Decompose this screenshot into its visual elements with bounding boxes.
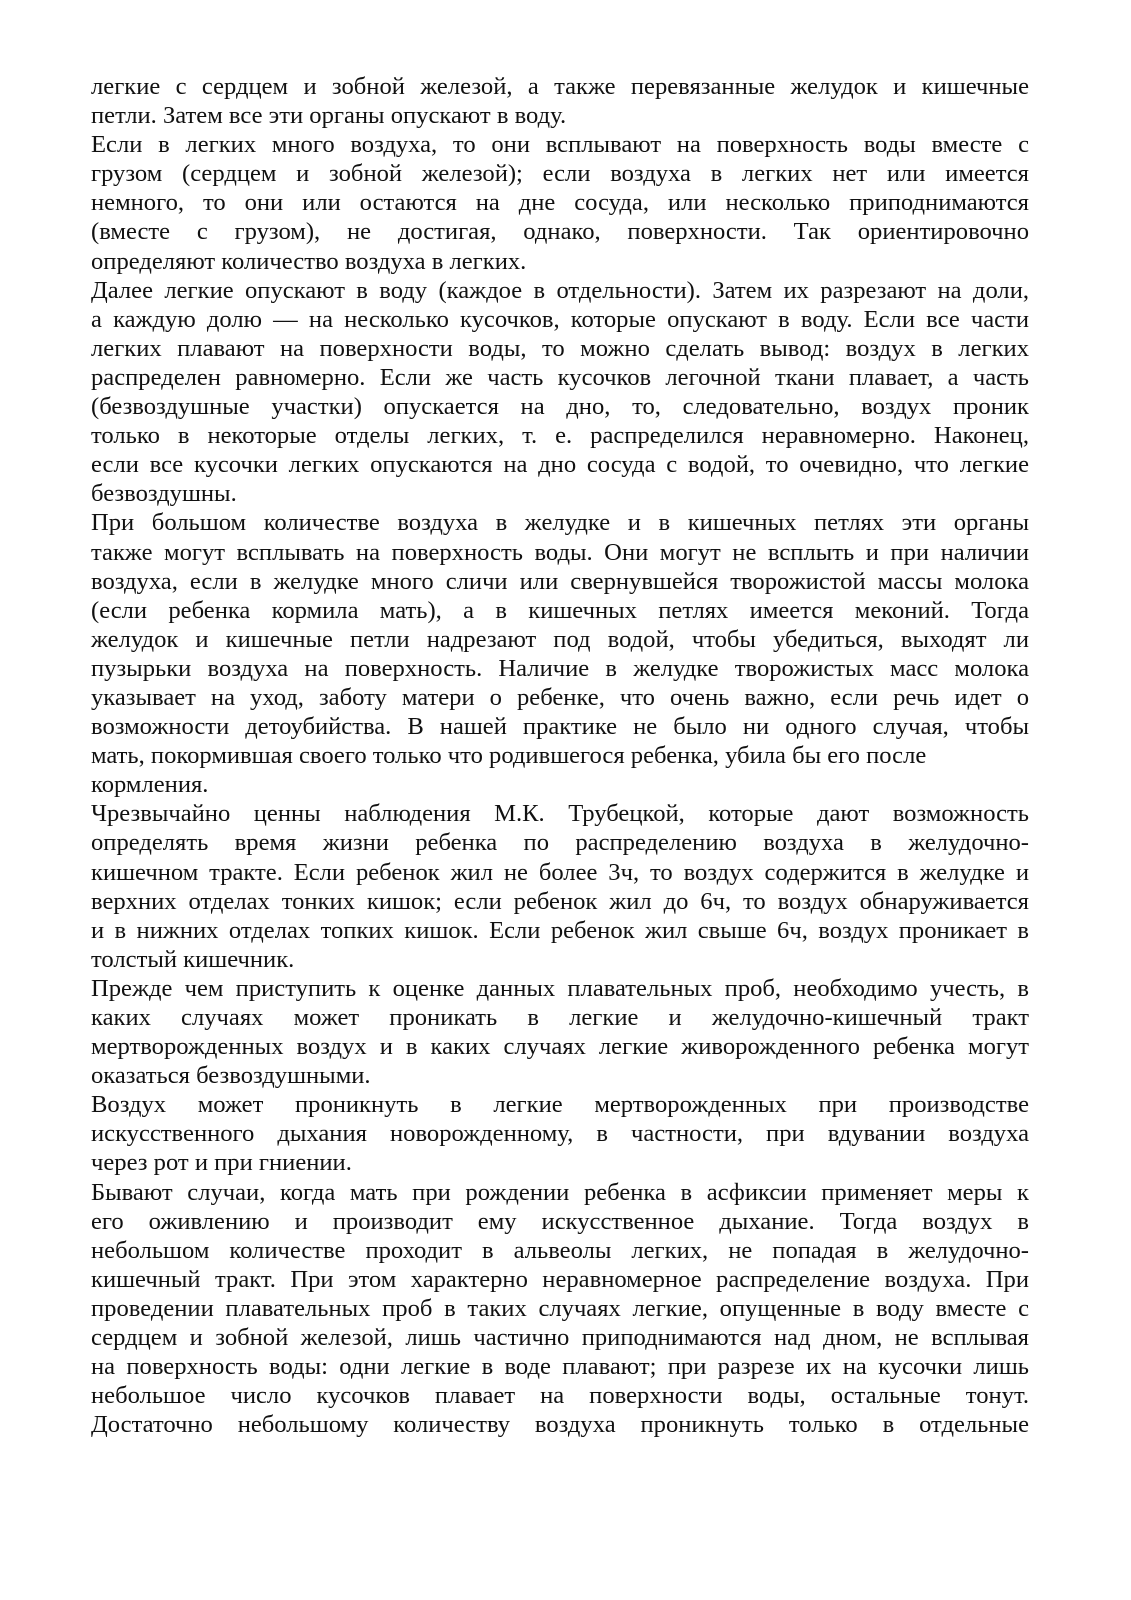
text-line: сердцем и зобной железой, лишь частично приподнимаются над дном, не всплывая <box>91 1324 1029 1352</box>
text-line: каких случаях может проникать в легкие и желудочно-кишечный тракт <box>91 1004 1029 1031</box>
text-line: если все кусочки легких опускаются на дно сосуда с водой, то очевидно, что легкие <box>91 451 1029 479</box>
text-line: а каждую долю — на несколько кусочков, которые опускают в воду. Если все части <box>91 305 1029 333</box>
text-line: толстый кишечник. <box>91 945 295 973</box>
text-line: кормления. <box>91 771 209 799</box>
paragraph-2 <box>91 130 1029 275</box>
text-line: небольшое число кусочков плавает на поверхности воды, остальные тонут. <box>91 1382 1029 1410</box>
text-line: петли. Затем все эти органы опускают в воду. <box>91 102 567 130</box>
text-line: (вместе с грузом), не достигая, однако, поверхности. Так ориентировочно <box>91 218 1029 246</box>
text-line: При большом количестве воздуха в желудке и в кишечных петлях эти органы <box>91 509 1029 537</box>
paragraph-5 <box>91 799 1029 974</box>
text-line: определяют количество воздуха в легких. <box>91 247 527 275</box>
text-line: легкие с сердцем и зобной железой, а также перевязанные желудок и кишечные <box>91 73 1029 100</box>
text-line: Далее легкие опускают в воду (каждое в отдельности). Затем их разрезают на доли, <box>91 276 1029 304</box>
text-line: указывает на уход, заботу матери о ребенке, что очень важно, если речь идет о <box>91 683 1029 711</box>
text-line: искусственного дыхания новорожденному, в частности, при вдувании воздуха <box>91 1120 1029 1148</box>
paragraph-7 <box>91 1090 1029 1177</box>
text-line: через рот и при гниении. <box>91 1149 352 1177</box>
text-line: Воздух может проникнуть в легкие мертворожденных при производстве <box>91 1091 1029 1119</box>
text-line: желудок и кишечные петли надрезают под водой, чтобы убедиться, выходят ли <box>91 625 1029 653</box>
text-line: верхних отделах тонких кишок; если ребенок жил до 6ч, то воздух обнаруживается <box>91 887 1029 915</box>
text-line: на поверхность воды: одни легкие в воде плавают; при разрезе их на кусочки лишь <box>91 1353 1029 1381</box>
text-line: оказаться безвоздушными. <box>91 1062 371 1090</box>
text-line: кишечный тракт. При этом характерно неравномерное распределение воздуха. При <box>91 1265 1029 1293</box>
text-line: только в некоторые отделы легких, т. е. распределился неравномерно. Наконец, <box>91 422 1029 450</box>
text-line: Бывают случаи, когда мать при рождении ребенка в асфиксии применяет меры к <box>91 1178 1029 1206</box>
text-line: распределен равномерно. Если же часть кусочков легочной ткани плавает, а часть <box>91 363 1029 391</box>
text-line: его оживлению и производит ему искусственное дыхание. Тогда воздух в <box>91 1207 1029 1235</box>
text-line: Если в легких много воздуха, то они всплывают на поверхность воды вместе с <box>91 131 1029 159</box>
text-line: (если ребенка кормила мать), а в кишечных петлях имеется меконий. Тогда <box>91 596 1029 624</box>
text-line: также могут всплывать на поверхность воды. Они могут не всплыть и при наличии <box>91 538 1029 566</box>
text-line: проведении плавательных проб в таких случаях легкие, опущенные в воду вместе с <box>91 1294 1029 1322</box>
paragraph-4 <box>91 508 1029 799</box>
text-line: грузом (сердцем и зобной железой); если воздуха в легких нет или имеется <box>91 160 1029 188</box>
text-line: мать, покормившая своего только что родившегося ребенка, убила бы его после <box>91 742 927 770</box>
text-line: воздуха, если в желудке много сличи или свернувшейся творожистой массы молока <box>91 567 1029 595</box>
paragraph-8 <box>91 1178 1029 1440</box>
text-line: Прежде чем приступить к оценке данных плавательных проб, необходимо учесть, в <box>91 974 1029 1002</box>
text-line: пузырьки воздуха на поверхность. Наличие в желудке творожистых масс молока <box>91 654 1029 682</box>
text-line: Достаточно небольшому количеству воздуха проникнуть только в отдельные <box>91 1411 1029 1439</box>
text-line: безвоздушны. <box>91 480 237 508</box>
text-line: немного, то они или остаются на дне сосуда, или несколько приподнимаются <box>91 189 1029 217</box>
text-line: небольшом количестве проходит в альвеолы легких, не попадая в желудочно- <box>91 1236 1029 1264</box>
text-line: и в нижних отделах топких кишок. Если ребенок жил свыше 6ч, воздух проникает в <box>91 916 1029 944</box>
text-line: (безвоздушные участки) опускается на дно, то, следовательно, воздух проник <box>91 393 1029 421</box>
text-line: легких плавают на поверхности воды, то можно сделать вывод: воздух в легких <box>91 334 1029 362</box>
paragraph-6 <box>91 974 1029 1090</box>
text-line: возможности детоубийства. В нашей практике не было ни одного случая, чтобы <box>91 713 1029 741</box>
text-line: кишечном тракте. Если ребенок жил не более 3ч, то воздух содержится в желудке и <box>91 858 1029 886</box>
text-line: Чрезвычайно ценны наблюдения М.К. Трубецкой, которые дают возможность <box>91 800 1029 828</box>
paragraph-3 <box>91 276 1029 509</box>
text-line: мертворожденных воздух и в каких случаях легкие живорожденного ребенка могут <box>91 1033 1029 1061</box>
paragraph-1 <box>91 72 1029 130</box>
document-page <box>91 72 1029 1439</box>
text-line: определять время жизни ребенка по распределению воздуха в желудочно- <box>91 829 1029 857</box>
